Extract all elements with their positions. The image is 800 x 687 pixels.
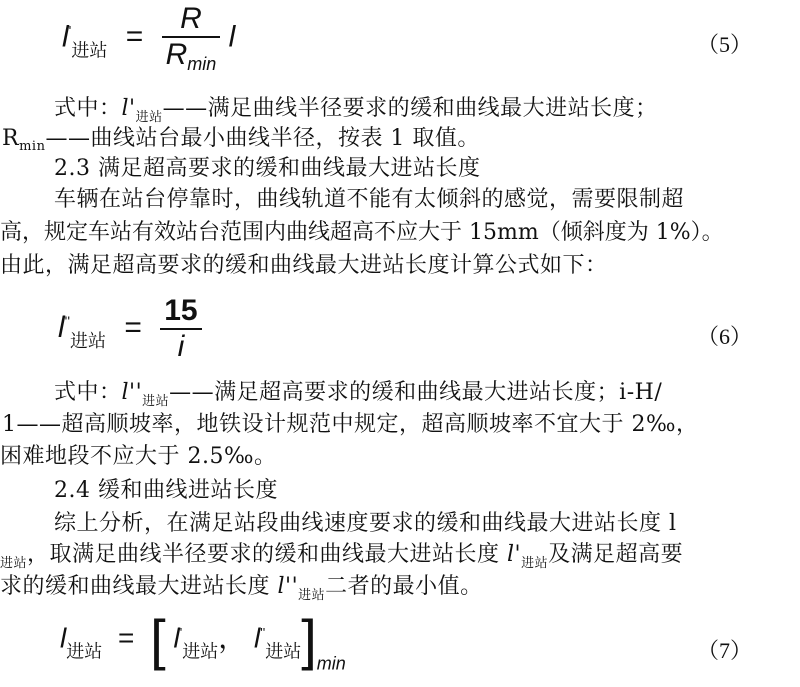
eq7-item1-sub: 进站 [182, 641, 219, 663]
para1-prefix: 式中： [54, 96, 122, 121]
para3-rest: ——满足超高要求的缓和曲线最大进站长度；i-H/ [169, 380, 663, 405]
equation-7 [0, 608, 800, 687]
para3-var: l'' [121, 380, 143, 405]
eq6-lhs-prime: '' [64, 312, 71, 329]
equation-7-body [60, 608, 346, 674]
eq5-fraction [162, 2, 221, 75]
para2-line3: 由此，满足超高要求的缓和曲线最大进站长度计算公式如下： [0, 253, 608, 278]
eq5-lhs-prime: ' [68, 22, 72, 39]
eq6-equals: = [124, 310, 142, 344]
equation-5-number: （5） [696, 32, 752, 57]
eq5-den-sub: min [187, 54, 217, 74]
para4-line2-sub: 进站 [0, 556, 28, 571]
para1-line2-sub: min [19, 139, 46, 154]
para3-prefix: 式中： [54, 380, 122, 405]
para3-sub: 进站 [142, 394, 170, 409]
eq6-numerator: 15 [164, 294, 198, 327]
eq5-rhs-tail: l [228, 20, 236, 54]
eq7-item2-var: l [254, 622, 261, 654]
eq5-lhs-var: l [62, 20, 69, 54]
eq6-fraction [160, 294, 201, 364]
para4-line1: 综上分析，在满足站段曲线速度要求的缓和曲线最大进站长度 l [54, 511, 677, 536]
para2-line1: 车辆在站台停靠时，曲线轨道不能有太倾斜的感觉，需要限制超 [54, 187, 685, 212]
equation-5-body [62, 2, 235, 75]
para4-line3-b: 二者的最小值。 [325, 574, 483, 599]
eq5-equals: = [125, 20, 144, 54]
para4-line3-a: 求的缓和曲线最大进站长度 [0, 574, 278, 599]
para4-line3 [0, 572, 800, 611]
para3-line3: 困难地段不应大于 2.5‰。 [0, 444, 277, 469]
eq6-lhs-var: l [58, 310, 65, 344]
para1-var: l' [121, 96, 136, 121]
eq5-lhs-sub: 进站 [71, 40, 108, 62]
para4-line2-sub2: 进站 [521, 556, 549, 571]
eq7-lhs-var: l [60, 622, 67, 654]
para2-line2: 高，规定车站有效站台范围内曲线超高不应大于 15mm（倾斜度为 1%）。 [0, 220, 724, 245]
eq7-separator: ， [218, 622, 247, 654]
eq7-item1-var: l [173, 622, 180, 654]
eq6-lhs-sub: 进站 [70, 330, 107, 352]
para4-line3-var: l'' [277, 574, 299, 599]
equation-7-number: （7） [696, 638, 752, 663]
equation-6-number: （6） [696, 324, 752, 349]
para4-line2-var: l' [507, 542, 522, 567]
para1-line2-rest: ——曲线站台最小曲线半径，按表 1 取值。 [45, 126, 480, 151]
eq5-numerator: R [180, 2, 202, 35]
para1-rest: ——满足曲线半径要求的缓和曲线最大进站长度； [162, 96, 658, 121]
section-2-3-heading: 2.3 满足超高要求的缓和曲线最大进站长度 [54, 156, 481, 181]
eq6-denominator: i [177, 330, 185, 363]
para3-line2: 1——超高顺坡率，地铁设计规范中规定，超高顺坡率不宜大于 2‰， [2, 412, 699, 437]
para4-line3-sub: 进站 [298, 588, 326, 603]
eq5-den-var: R [165, 38, 188, 71]
eq7-item2-prime: '' [260, 625, 266, 641]
para1-sub: 进站 [135, 110, 163, 125]
equation-5 [0, 0, 800, 80]
equation-6-body [58, 294, 202, 364]
para1-line2-var: R [2, 126, 20, 151]
eq7-close-bracket: ] [301, 608, 317, 671]
para4-line2-a: ，取满足曲线半径要求的缓和曲线最大进站长度 [27, 542, 508, 567]
eq7-open-bracket: [ [150, 608, 166, 671]
eq7-item1-prime: ' [179, 625, 183, 641]
eq5-denominator [162, 38, 221, 75]
eq7-lhs-sub: 进站 [66, 641, 103, 663]
eq7-equals: = [118, 622, 135, 654]
para4-line2-b: 及满足超高要 [548, 542, 684, 567]
section-2-4-heading: 2.4 缓和曲线进站长度 [54, 478, 278, 503]
eq7-item2-sub: 进站 [265, 641, 302, 663]
eq7-min-sub: min [316, 653, 346, 674]
equation-6 [0, 292, 800, 372]
